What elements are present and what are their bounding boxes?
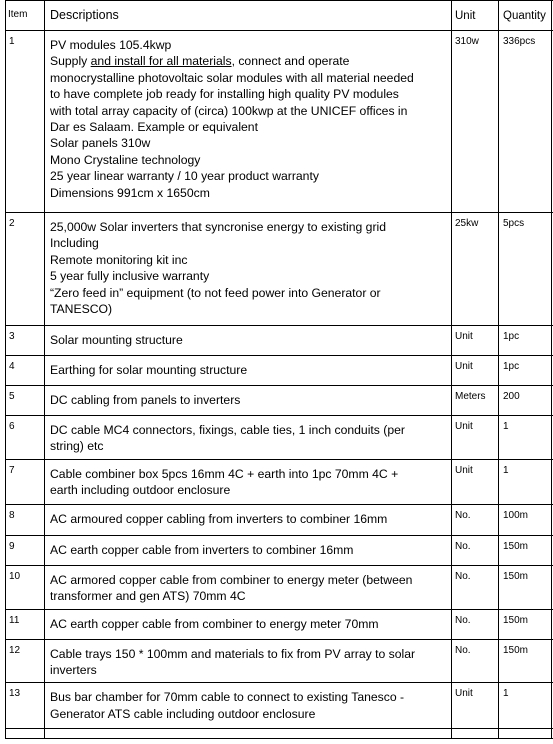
description-cell [45,386,452,416]
description-text [45,610,451,636]
quantity-value: 150m [503,614,529,626]
unit-cell [452,356,499,386]
table-row [6,416,553,460]
description-line: TANESCO) [50,302,113,317]
item-number-cell [6,504,45,535]
item-number: 2 [9,218,15,229]
header-unit-cell [452,1,499,31]
item-number-cell [6,356,45,386]
unit-value: Unit [455,464,473,476]
table-row [6,639,553,683]
description-line: AC earth copper cable from combiner to energy meter 70mm [50,616,379,631]
quantity-cell [499,213,552,326]
description-cell [45,683,452,729]
item-number-cell [6,459,45,504]
item-number: 8 [9,509,15,521]
description-cell [45,31,452,213]
unit-cell [452,535,499,565]
quantity-value: 1pc [503,361,520,372]
header-quantity-cell [499,1,552,31]
description-cell [45,459,452,504]
table-row [6,386,553,416]
unit-value: No. [455,570,471,582]
description-line: Remote monitoring kit inc [50,252,188,267]
item-number-cell [6,535,45,565]
description-line: “Zero feed in” equipment (to not feed power into Generator or [50,285,381,300]
unit-value: Unit [455,688,473,700]
description-line: Mono Crystaline technology [50,152,201,167]
item-number: 13 [9,688,21,700]
description-cell [45,504,452,535]
description-cell [45,535,452,565]
unit-cell [452,609,499,639]
description-line: DC cable MC4 connectors, fixings, cable ties, 1 inch conduits (per [50,423,405,437]
description-text [45,386,451,412]
item-number: 11 [9,614,20,626]
description-text [45,460,451,503]
unit-cell [452,504,499,535]
quantity-value: 5pcs [503,218,525,229]
quantity-value: 1 [503,464,509,476]
unit-value: No. [455,614,471,626]
header-item-cell [6,1,45,31]
unit-value: Unit [455,421,473,432]
empty-cell [6,729,45,739]
description-text [45,683,451,726]
item-number: 1 [9,36,15,47]
description-line: Dimensions 991cm x 1650cm [50,185,210,200]
description-line: inverters [50,663,97,678]
description-line: Including [50,236,99,251]
quantity-cell [499,535,552,565]
item-number: 9 [9,540,15,552]
description-text [45,356,451,382]
table-body [6,1,553,739]
description-line: to have complete job ready for installing high quality PV modules [50,87,399,102]
description-line: Dar es Salaam. Example or equivalent [50,120,258,135]
description-line: 25,000w Solar inverters that syncronise energy to existing grid [50,220,387,234]
unit-cell [452,326,499,356]
description-line: earth including outdoor enclosure [50,483,231,498]
unit-cell [452,416,499,460]
quantity-value: 150m [503,570,529,582]
description-text [45,31,451,205]
unit-value: 25kw [455,218,479,229]
description-line: AC armored copper cable from combiner to energy meter (between [50,572,413,587]
unit-value: Unit [455,361,473,372]
table-row [6,31,553,213]
unit-value: No. [455,540,471,552]
unit-cell [452,639,499,683]
unit-cell [452,31,499,213]
item-number-cell [6,609,45,639]
table-row [6,535,553,565]
description-line: Cable combiner box 5pcs 16mm 4C + earth into 1pc 70mm 4C + [50,466,399,481]
description-cell [45,609,452,639]
description-line: Supply and install for all materials, connect and operate [50,54,350,69]
item-number-cell [6,565,45,609]
quantity-value: 150m [503,540,529,552]
item-number-cell [6,31,45,213]
header-row [6,1,553,31]
description-line: PV modules 105.4kwp [50,38,172,52]
description-line: 5 year fully inclusive warranty [50,269,210,284]
item-number-cell [6,416,45,460]
description-line: Solar mounting structure [50,333,183,347]
description-line: AC armoured copper cabling from inverters to combiner 16mm [50,511,388,526]
item-number: 4 [9,361,15,372]
table-row [6,213,553,326]
item-number-cell [6,683,45,729]
unit-cell [452,386,499,416]
description-cell [45,639,452,683]
empty-cell [452,729,499,739]
unit-value: Unit [455,331,473,342]
underlined-text: and install for all materials [90,54,232,69]
quantity-value: 1 [503,421,509,432]
table-row [6,356,553,386]
quantity-value: 150m [503,644,529,656]
quantity-value: 100m [503,509,529,521]
header-descriptions-label: Descriptions [50,8,119,22]
description-line: Generator ATS cable including outdoor enclosure [50,706,316,721]
item-number: 7 [9,464,15,476]
description-line: transformer and gen ATS) 70mm 4C [50,589,246,604]
table-row [6,326,553,356]
description-text [45,536,451,562]
description-line: AC earth copper cable from inverters to combiner 16mm [50,542,354,557]
quantity-cell [499,459,552,504]
header-descriptions-cell [45,1,452,31]
item-number: 5 [9,391,15,402]
description-cell [45,326,452,356]
table-row [6,565,553,609]
item-number: 3 [9,331,15,342]
item-number-cell [6,326,45,356]
description-line: with total array capacity of (circa) 100kwp at the UNICEF offices in [50,103,408,118]
table-row [6,459,553,504]
unit-cell [452,565,499,609]
description-line: Cable trays 150 * 100mm and materials to fix from PV array to solar [50,646,416,661]
unit-cell [452,459,499,504]
quantity-cell [499,416,552,460]
table-row [6,729,553,739]
quantity-value: 1pc [503,331,520,342]
description-line: 25 year linear warranty / 10 year product warranty [50,169,319,184]
quantity-cell [499,683,552,729]
item-number-cell [6,213,45,326]
quantity-value: 1 [503,688,509,700]
quantity-cell [499,609,552,639]
quantity-cell [499,356,552,386]
description-line: string) etc [50,439,104,454]
table-row [6,683,553,729]
empty-cell [45,729,452,739]
unit-value: 310w [455,36,479,47]
description-line: monocrystalline photovoltaic solar modules with all material needed [50,70,414,85]
description-text [45,416,451,459]
unit-value: No. [455,509,471,521]
table-row [6,609,553,639]
item-number: 10 [9,570,21,582]
header-item-label: Item [8,9,28,20]
description-text [45,505,451,531]
description-cell [45,356,452,386]
quantity-cell [499,386,552,416]
description-cell [45,565,452,609]
header-quantity-label: Quantity [503,10,546,22]
quantity-cell [499,326,552,356]
description-line: Solar panels 310w [50,136,151,151]
quantity-cell [499,504,552,535]
item-number: 6 [9,421,15,432]
unit-value: No. [455,644,471,656]
description-line: Earthing for solar mounting structure [50,363,248,377]
quantity-cell [499,565,552,609]
item-number-cell [6,639,45,683]
unit-cell [452,213,499,326]
description-cell [45,213,452,326]
bill-of-quantities-table [5,0,553,739]
table-row [6,504,553,535]
description-text [45,213,451,321]
header-unit-label: Unit [455,10,476,22]
quantity-cell [499,31,552,213]
item-number-cell [6,386,45,416]
description-text [45,326,451,352]
quantity-value: 200 [503,391,520,402]
description-text [45,640,451,683]
description-cell [45,416,452,460]
description-line: DC cabling from panels to inverters [50,393,241,407]
description-line: Bus bar chamber for 70mm cable to connect to existing Tanesco - [50,690,405,705]
item-number: 12 [9,644,21,656]
unit-cell [452,683,499,729]
quantity-cell [499,639,552,683]
quantity-value: 336pcs [503,36,536,47]
description-text [45,566,451,609]
unit-value: Meters [455,391,486,402]
empty-cell [499,729,552,739]
